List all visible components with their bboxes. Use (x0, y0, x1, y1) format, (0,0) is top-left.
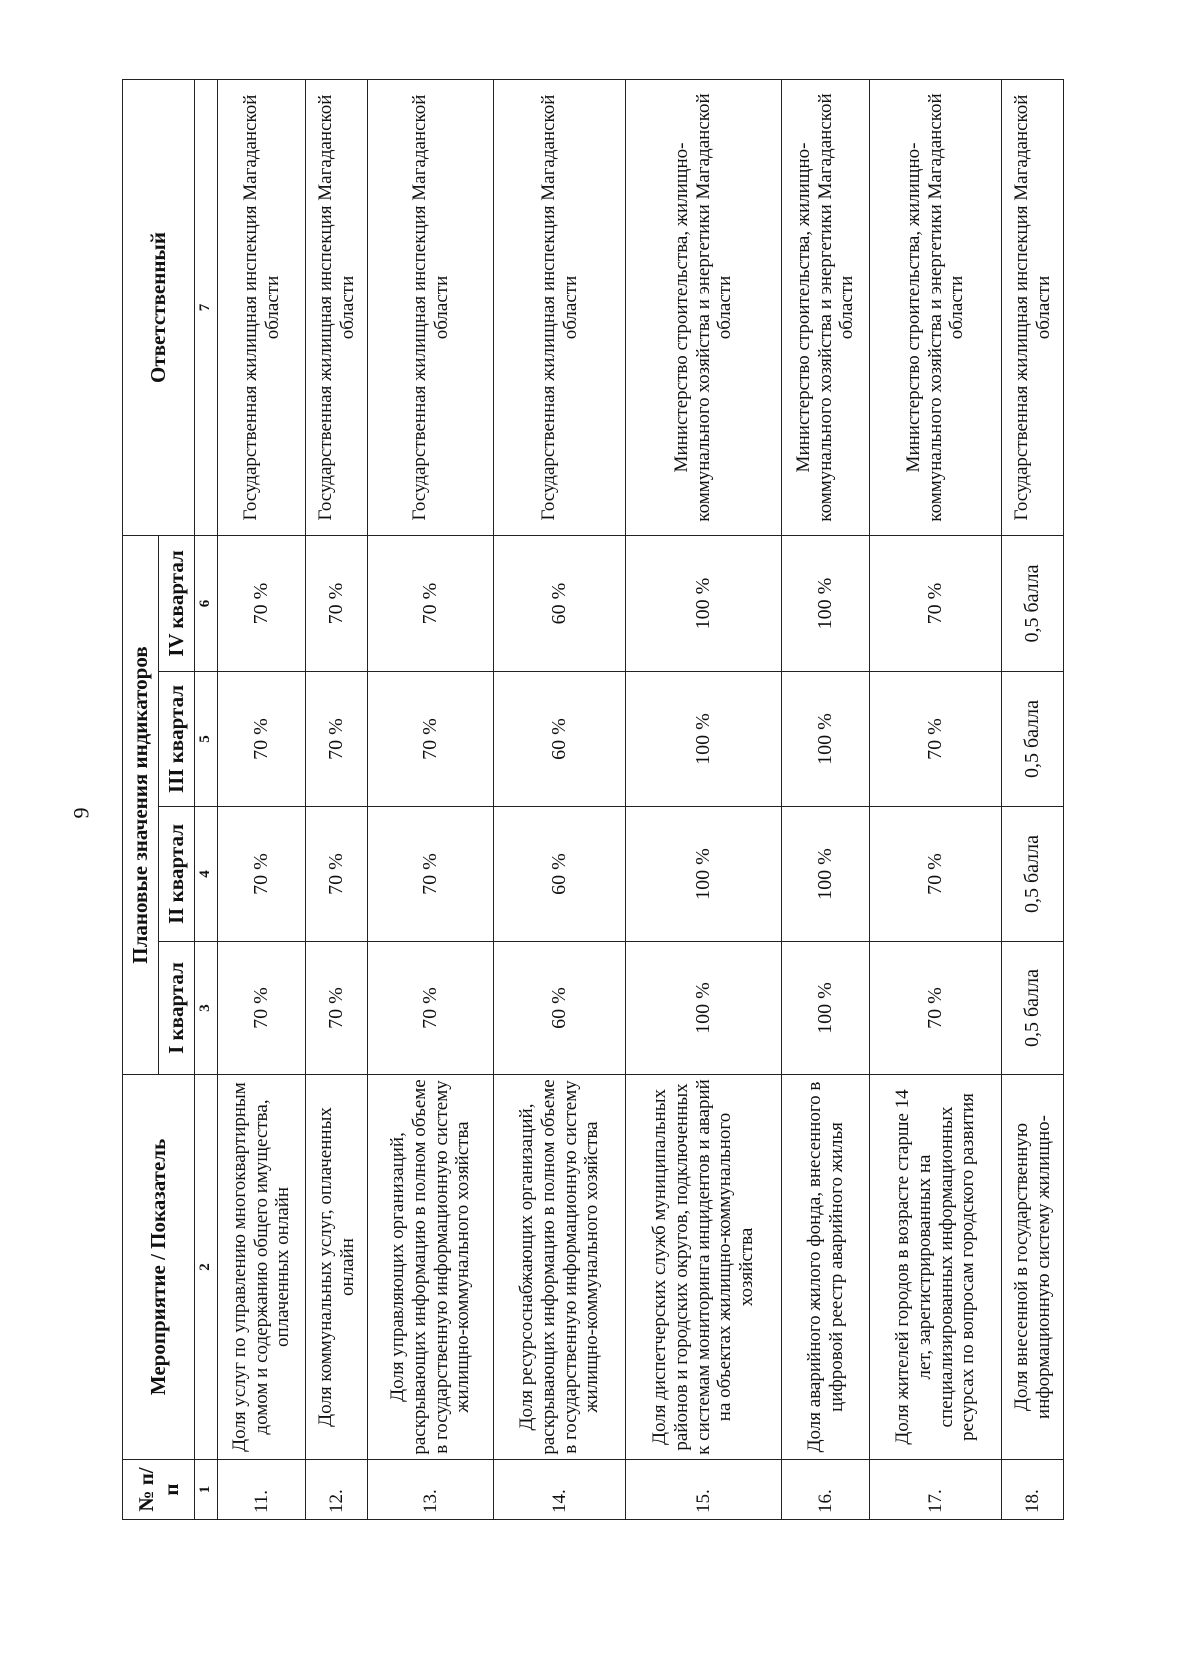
responsible: Министерство строительства, жилищно-коммунального хозяйства и энергетики Магаданской области (626, 80, 782, 536)
q2-value: 70 % (368, 807, 494, 942)
q4-value: 100 % (782, 536, 870, 672)
rotated-table-wrapper (122, 80, 1054, 1520)
indicator-name: Доля диспетчерских служб муниципальных районов и городских округов, подключенных к системам мониторинга инцидентов и аварий на объектах жилищно-коммунального хозяйства (626, 1075, 782, 1460)
q2-value: 60 % (494, 807, 626, 942)
responsible: Государственная жилищная инспекция Магаданской области (494, 80, 626, 536)
row-number: 12. (306, 1460, 368, 1520)
row-number: 18. (1002, 1460, 1064, 1520)
q4-value: 70 % (368, 536, 494, 672)
col-index: 5 (195, 672, 218, 807)
q3-value: 100 % (626, 672, 782, 807)
header-event: Мероприятие / Показатель (123, 1075, 195, 1460)
q4-value: 70 % (306, 536, 368, 672)
q2-value: 0,5 балла (1002, 807, 1064, 942)
q2-value: 100 % (626, 807, 782, 942)
header-responsible: Ответственный (123, 80, 195, 536)
q3-value: 60 % (494, 672, 626, 807)
row-number: 17. (870, 1460, 1002, 1520)
q4-value: 0,5 балла (1002, 536, 1064, 672)
row-number: 14. (494, 1460, 626, 1520)
q1-value: 60 % (494, 942, 626, 1075)
q3-value: 70 % (870, 672, 1002, 807)
q1-value: 70 % (218, 942, 306, 1075)
table-row (626, 80, 782, 1520)
column-index-row (195, 80, 218, 1520)
row-number: 11. (218, 1460, 306, 1520)
q3-value: 0,5 балла (1002, 672, 1064, 807)
q3-value: 70 % (368, 672, 494, 807)
q1-value: 0,5 балла (1002, 942, 1064, 1075)
responsible: Государственная жилищная инспекция Магаданской области (1002, 80, 1064, 536)
q3-value: 100 % (782, 672, 870, 807)
page-number: 9 (68, 807, 94, 819)
header-q4: IV квартал (159, 536, 195, 672)
header-q1: I квартал (159, 942, 195, 1075)
responsible: Министерство строительства, жилищно-коммунального хозяйства и энергетики Магаданской области (870, 80, 1002, 536)
header-num: № п/п (123, 1460, 195, 1520)
table-row (368, 80, 494, 1520)
indicator-name: Доля жителей городов в возрасте старше 14 лет, зарегистрированных на специализированных информационных ресурсах по вопросам городского развития (870, 1075, 1002, 1460)
header-plan: Плановые значения индикаторов (123, 536, 159, 1075)
q1-value: 100 % (626, 942, 782, 1075)
q3-value: 70 % (306, 672, 368, 807)
col-index: 6 (195, 536, 218, 672)
table-row (218, 80, 306, 1520)
q1-value: 70 % (368, 942, 494, 1075)
responsible: Государственная жилищная инспекция Магаданской области (306, 80, 368, 536)
q2-value: 70 % (306, 807, 368, 942)
col-index: 7 (195, 80, 218, 536)
header-q2: II квартал (159, 807, 195, 942)
q1-value: 70 % (306, 942, 368, 1075)
col-index: 3 (195, 942, 218, 1075)
q2-value: 70 % (218, 807, 306, 942)
q1-value: 100 % (782, 942, 870, 1075)
col-index: 2 (195, 1075, 218, 1460)
indicator-name: Доля коммунальных услуг, оплаченных онлайн (306, 1075, 368, 1460)
indicator-name: Доля управляющих организаций, раскрывающих информацию в полном объеме в государственную информационную систему жилищно-коммунального хозяйства (368, 1075, 494, 1460)
indicator-name: Доля аварийного жилого фонда, внесенного в цифровой реестр аварийного жилья (782, 1075, 870, 1460)
q2-value: 100 % (782, 807, 870, 942)
indicator-name: Доля ресурсоснабжающих организаций, раскрывающих информацию в полном объеме в государственную информационную систему жилищно-коммунального хозяйства (494, 1075, 626, 1460)
table-row (870, 80, 1002, 1520)
responsible: Государственная жилищная инспекция Магаданской области (368, 80, 494, 536)
row-number: 15. (626, 1460, 782, 1520)
responsible: Министерство строительства, жилищно-коммунального хозяйства и энергетики Магаданской области (782, 80, 870, 536)
q4-value: 70 % (870, 536, 1002, 672)
q3-value: 70 % (218, 672, 306, 807)
table-row (1002, 80, 1064, 1520)
col-index: 1 (195, 1460, 218, 1520)
indicator-name: Доля внесенной в государственную информационную систему жилищно- (1002, 1075, 1064, 1460)
responsible: Государственная жилищная инспекция Магаданской области (218, 80, 306, 536)
q4-value: 60 % (494, 536, 626, 672)
table-row (306, 80, 368, 1520)
q4-value: 70 % (218, 536, 306, 672)
header-q3: III квартал (159, 672, 195, 807)
row-number: 13. (368, 1460, 494, 1520)
col-index: 4 (195, 807, 218, 942)
q2-value: 70 % (870, 807, 1002, 942)
indicator-name: Доля услуг по управлению многоквартирным домом и содержанию общего имущества, оплаченных онлайн (218, 1075, 306, 1460)
q4-value: 100 % (626, 536, 782, 672)
table-row (494, 80, 626, 1520)
indicators-table (122, 79, 1064, 1520)
q1-value: 70 % (870, 942, 1002, 1075)
table-row (782, 80, 870, 1520)
row-number: 16. (782, 1460, 870, 1520)
